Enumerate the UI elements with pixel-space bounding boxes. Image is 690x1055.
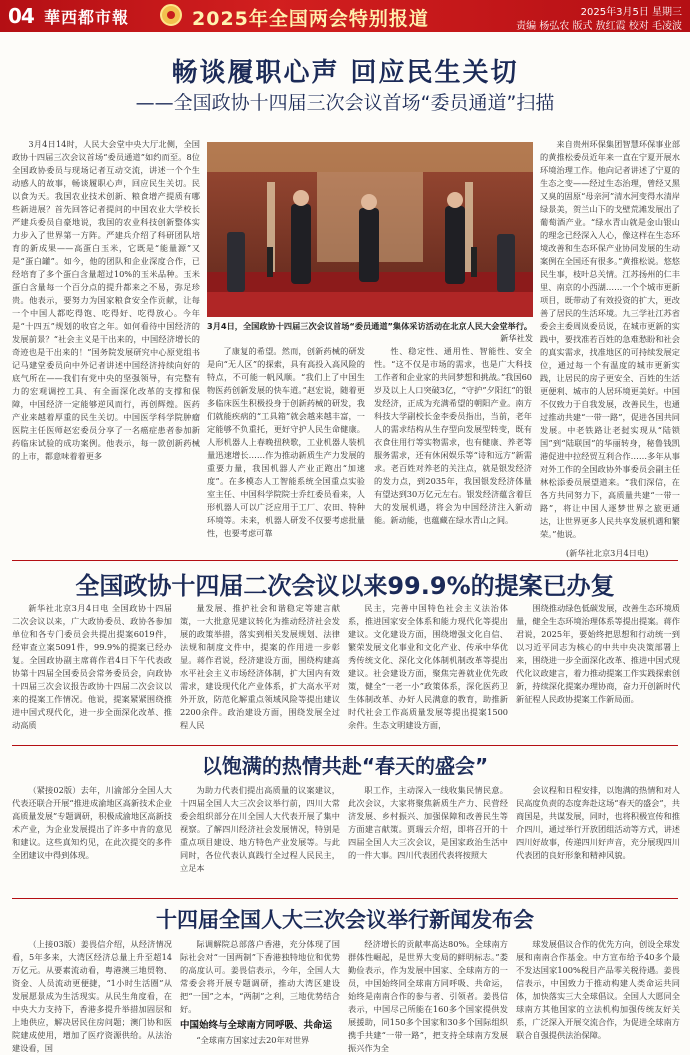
story2-headline: 全国政协十四届二次会议以来99.9%的提案已办复 [75, 572, 615, 600]
story4-column-3: 经济增长的贡献率高达80%。全球南方群体性崛起，是世界大变局的鲜明标志。”娄勤俭表示，作为发展中国家、全球南方的一员，中国始终同全球南方同呼吸、共命运，始终是南南合作的参与者、引领者。姜畏信表示，中国尽己所能在160多个国家提供发展援助，同150多个国家和30多个国际组织携手共建“一带一路”，把支持全球南方发展振兴作为全 [348, 939, 508, 1053]
page-header [0, 0, 690, 32]
page-number: 04 [8, 4, 34, 28]
issue-date: 2025年3月5日 星期三 [580, 7, 682, 18]
editor-credits: 责编 杨弘农 版式 敖红霞 校对 毛凌波 [516, 21, 682, 32]
story3-column-1: （紧接02版）去年，川渝部分全国人大代表还联合开展“推进成渝地区高新技术企业高质量发展”专题调研，积极成渝地区高新技术产业，为企业发展提出了许多中肯的意见和建议。这些真知灼见，在此次提交的多件全团建议中得到体现。 [12, 785, 172, 860]
news-photo [207, 142, 533, 317]
story2-column-2: 量发展、推护社会和谐稳定等建言献策，一大批意见建议转化为推动经济社会发展的政策举措，落实到相关发展规划、法律法规和制度文件中，提案的作用进一步彰显。蒋作君说，经济建设方面，围绕构建高水平社会主义市场经济体制，扩大国内有效需求，建设现代化产业体系，扩大高水平对外开放，防范化解重点领域风险等提出建议2200余件。政治建设方面，围绕发展全过程人民 [180, 603, 340, 730]
story4-column-4: 球发展倡议合作的优先方向，创设全球发展和南南合作基金。中方宣布给予40多个最不发达国家100%税目产品零关税待遇。姜畏信表示，中国致力于推动构建人类命运共同体，加快落实三大全球倡议。全国人大愿同全球南方其他国家的立法机构加强传统友好关系，广泛深入开展交流合作，为促进全球南方联合自强提供法治保障。 [516, 939, 680, 1040]
photo-caption-text: 3月4日，全国政协十四届三次会议首场“委员通道”集体采访活动在北京人民大会堂举行。 [207, 321, 533, 331]
story3-column-4: 会议程和日程安排，以饱满的热情和对人民高度负责的态度奔赴这场“春天的盛会”，共商国是，共谋发展，同时，也将积极宣传和推介四川，通过举行开放团组活动等方式，讲述四川好故事，传递四川好声音，充分展现四川代表团的良好形象和精神风貌。 [516, 785, 680, 860]
story1-column-1: 3月4日14时，人民大会堂中央大厅北侧，全国政协十四届三次会议首场“委员通道”如约而至。8位全国政协委员与现场记者互动交流，讲述一个个生动感人的故事，畅谈履职心声，回应民生关切。民以食为天。我国农业技术创新、粮食增产提质有哪些新进展？首先回答记者提问的中国农业大学校长严建兵委员自豪地说，我国的农业科技创新整体实力步入了世界第一方阵。严建兵介绍了科研团队培育的新成果——高蛋白玉米，它既是“能量源”又是“蛋白罐”。如今，他的团队和企业深度合作，已经培育了多个蛋白含量超过10%的玉米品种。玉米蛋白含量每一个百分点的提升都来之不易，弥足珍贵。他表示，要努力为国家粮食安全作贡献，让每一个中国人都吃得饱、吃得好、吃得放心。今年是“十四五”规划的收官之年。如何看待中国经济的发展前景？“社会主义是干出来的，中国经济增长的奇迹也是干出来的！”国务院发展研究中心原党组书记马建堂委员向中外记者讲述中国经济持续向好的底气所在——我们有党中央的坚强领导，有完整有力的宏观调控工具、有全面深化改革的支撑和保障，中国经济一定能够逆风而行，再创辉煌。医药产业来越着厚重的民生关切。中国医学科学院肿瘤医院主任医师赵宏委员分享了一名癌症患者参加新药临床试验的成功案例。他表示，每一款创新药械的上市，都意味着着更多 [12, 139, 200, 461]
special-report-title: 2025年全国两会特别报道 [192, 8, 429, 30]
story4-column-1: （上接03版）姜畏信介绍，从经济情况看，5年多来，大湾区经济总量上升至超14万亿元。从要素流动看，粤港澳三地贸物、资金、人员流动更便捷，“1小时生活圈”从发展愿景成为生活现实。从民生角度看，在中央大力支持下，香港多提升举措加固层和上地供应，解决居民住房问题；澳门协和医院建成使用，增加了医疗资源供给。从法治建设看，国 [12, 939, 172, 1053]
photo-caption [207, 320, 533, 344]
story4-subheading: 中国始终与全球南方同呼吸、共命运 [180, 1020, 333, 1031]
story3-column-2: 为助力代表们提出高质量的议案建议，十四届全国人大三次会议举行前，四川大常委会组织部分在川全国人大代表开展了集中视察。了解四川经济社会发展情况，特别是重点项目建设、地方特色产业发展等。与此同时，各位代表认真践行全过程人民民主，立足本 [180, 785, 340, 873]
story1-column-4: 来自贵州环保集团智慧环保事业部的黄推松委员近年来一直在宁夏开展水环境治理工作。他向记者讲述了宁夏的生态之变——经过生态治理，曾经又黑又臭的固原“母亲河”清水河变得水清岸绿景美，贺兰山下的戈壁荒滩发展出了葡萄酒产业。“绿水青山就是金山银山的理念已经深入人心，像这样在生态环境改善和生态环保产业协同发展的生动案例在全国还有很多。”黄推松说。悠悠民生事，枝叶总关情。江苏扬州的仁丰里、南京的小西湖……一个个城市更新项目，既带动了有效投资的扩大，更改善了居民的生活环境。九三学社江苏省委会主委周岚委员说，在城市更新的实践中，要找准若百姓的急难愁盼和社会的真实需求，找准地区的可持续发展定位，通过每一个有温度的城市更新实践，让居民的房子更安全、百姓的生活更便利、城市的人居环境更美好。中国不仅致力于自我发展，改善民生，也通过推动共建“一带一路”，促进各国共同发展。中老铁路让老挝实现从“陆锁国”到“陆联国”的华丽转身，秘鲁钱凯港促进中拉经贸互利合作……多年从事对外工作的全国政协外事委员会副主任林松添委员展望道来。“我们深信，在各方共同努力下，高质量共建“一带一路”，将让中国人逐梦世界之旅更通达，让世界更多人民共享发展机遇和繁荣。”他说。 [540, 139, 680, 539]
story1-credit: (新华社北京3月4日电) [566, 548, 649, 558]
story1-column-3: 性、稳定性、通用性、智能性、安全性。“这不仅是市场的需求，也是广大科技工作者和企业家的共同梦想和挑战。”我国60岁及以上人口突破3亿，“守护”夕阳红“的银发经济，正成为充满希望的朝阳产业。南方科技大学副校长金李委员指出，当前，老年人的需求结构从生存型向发展型转变，既有衣食住用行等实物需求，也有健康、养老等服务需求，还有休闲娱乐等“诗和远方”新需求。老百姓对养老的关注点，就是银发经济的发力点，到2035年，我国银发经济体量有望达到30万亿元左右。银发经济蕴含着巨大的发展机遇，将会为中国经济注入新动能。新动能，也蕴藏在绿水青山之间。 [374, 346, 532, 525]
story2-column-3: 民主，完善中国特色社会主义法治体系，推进国家安全体系和能力现代化等提出建议。文化建设方面，围绕增强文化自信、繁荣发展文化事业和文化产业、传承中华优秀传统文化、深化文化体制机制改革等提出建议。社会建设方面，聚焦完善就业优先政策，健全“一老一小”政策体系，深化医药卫生体制改革、办好人民满意的教育，助推新时代社会工作高质量发展等提出提案1500余件。生态文明建设方面， [348, 603, 508, 730]
national-emblem-icon [160, 4, 182, 26]
story4-headline: 十四届全国人大三次会议举行新闻发布会 [156, 908, 534, 932]
divider [12, 745, 678, 746]
divider [12, 560, 678, 561]
story1-column-2: 了康复的希望。然而，创新药械的研发是向“无人区”的探索，具有高投入高风险的特点，不可能一帆风顺。“我们上了中国生物医药创新发展的快车道。”赵宏说，随着更多临床医生积极投身于创新药械的研发，我们就能疾病的“工具箱”就会越来越丰富，一定能够不负重托，更好守护人民生命健康。人形机器人上春晚扭秧歌，工业机器人装机量迅速增长……作为推动新质生产力发展的重要力量，我国机器人产业正跑出“加速度”。在多模态人工智能系统全国重点实验室主任、中国科学院院士乔红委员看来，人形机器人可以广泛应用于工厂、农田、特种环境等。未来，机器人研发不仅要考虑批量性，也要考虑可靠 [207, 346, 365, 538]
story2-column-1: 新华社北京3月4日电 全国政协十四届二次会议以来，广大政协委员、政协各参加单位和各专门委员会共提出提案6019件，经审查立案5091件，99.9%的提案已经办复。全国政协副主席蒋作君4日下午代表政协第十四届全国委员会常务委员会，向政协十四届三次会议报告政协十四届二次会议以来的提案工作情况。他说，提案紧紧围绕推进中国式现代化，进一步全面深化改革、推动高质 [12, 603, 172, 730]
story1-headline: 畅谈履职心声 回应民生关切 [171, 58, 519, 88]
story4-column-2: 际调解院总部落户香港，充分体现了国际社会对“一国两制”下香港独特地位和优势的高度认可。姜畏信表示，今年，全国人大常委会将开展专题调研，推动大湾区建设把“一国”之本，“两制”之利，三地优势结合好。 中国始终与全球南方同呼吸、共命运 “全球南方国家过去20年对世界 [180, 939, 340, 1045]
story1-subheadline: ——全国政协十四届三次会议首场“委员通道”扫描 [135, 92, 555, 114]
photo-credit: 新华社发 [500, 333, 533, 343]
divider [12, 898, 678, 899]
newspaper-logo: 華西都市報 [44, 8, 130, 27]
story2-column-4: 围绕推动绿色低碳发展，改善生态环境质量，健全生态环境治理体系等提出提案。蒋作君说，2025年，要始终把思想和行动统一到以习近平同志为核心的中共中央决策部署上来，围绕进一步全面深化改革、推进中国式现代化议政建言，着力推动提案工作实践探索创新，持续深化提案办理协商，奋力开创新时代新征程人民政协提案工作新局面。 [516, 603, 680, 704]
story3-column-3: 职工作，主动深入一线收集民情民意。此次会议，大家将聚焦新质生产力、民营经济发展、乡村振兴、加强保障和改善民生等方面建言献策。贾瑞云介绍，即将召开的十四届全国人大三次会议，是国家政治生活中的一件大事。四川代表团代表将按照大 [348, 785, 508, 860]
story3-headline: 以饱满的热情共赴“春天的盛会” [201, 754, 489, 778]
great-hall-photo-illustration [207, 142, 533, 317]
